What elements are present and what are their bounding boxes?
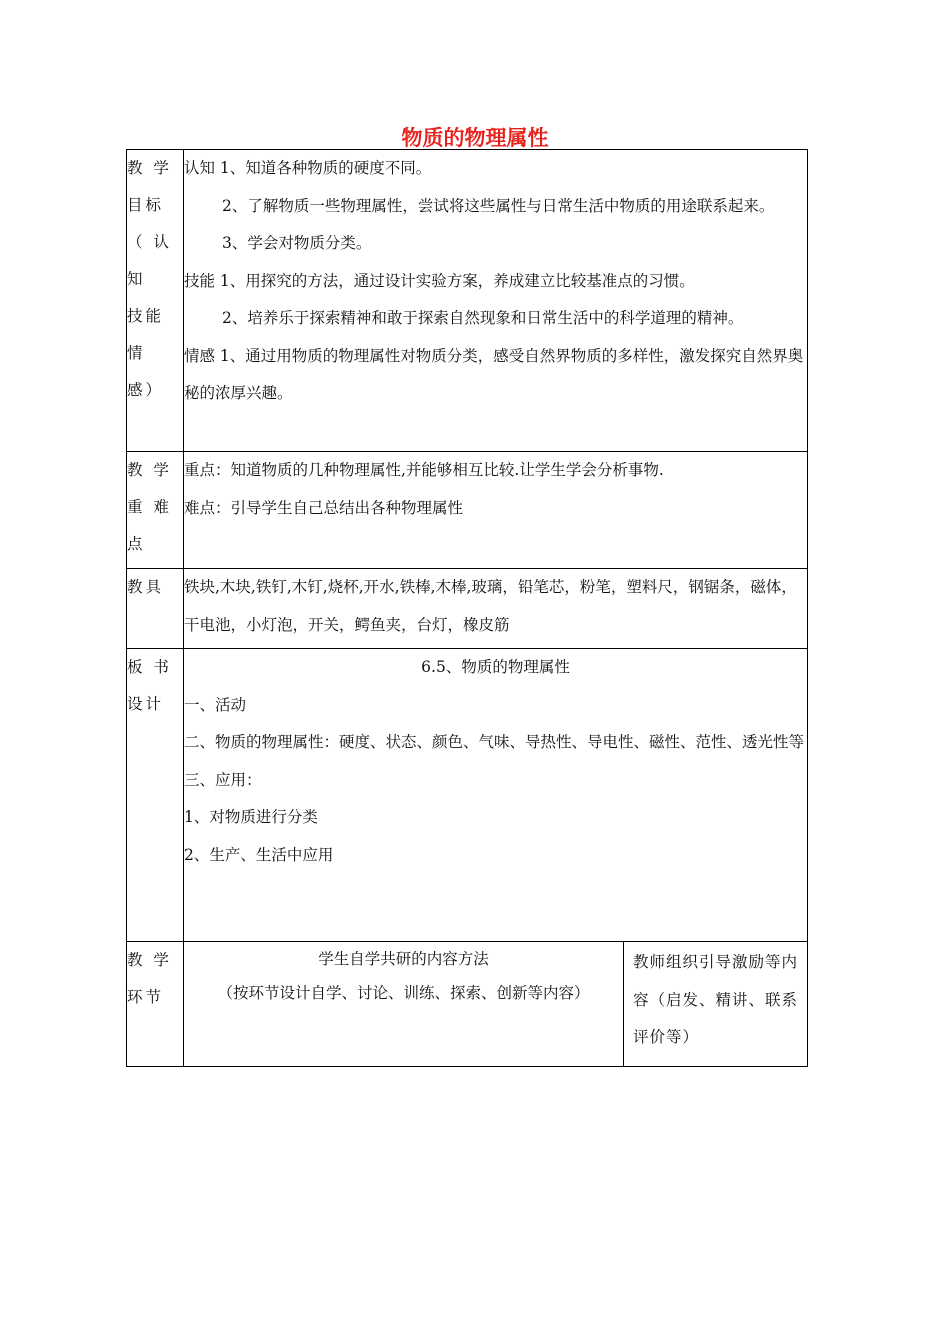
board-label: 板 书 设计 bbox=[127, 649, 184, 942]
board-line: 一、活动 bbox=[184, 695, 247, 714]
objective-line: 认知 1、知道各种物质的硬度不同。 bbox=[184, 159, 432, 177]
board-line: 三、应用： bbox=[184, 770, 262, 789]
keypoint-line: 重点：知道物质的几种物理属性,并能够相互比较.让学生学会分析事物. bbox=[184, 461, 664, 479]
objective-line: 技能 1、用探究的方法，通过设计实验方案，养成建立比较基准点的习惯。 bbox=[184, 271, 695, 290]
board-line: 2、生产、生活中应用 bbox=[184, 845, 334, 864]
tools-label: 教具 bbox=[127, 569, 184, 649]
board-heading: 6.5、物质的物理属性 bbox=[421, 658, 570, 676]
objective-line: 2、培养乐于探索精神和敢于探索自然现象和日常生活中的科学道理的精神。 bbox=[222, 309, 744, 327]
student-methods-subheader: （按环节设计自学、讨论、训练、探索、创新等内容） bbox=[217, 984, 590, 1002]
tools-row bbox=[127, 569, 808, 649]
objectives-row bbox=[127, 150, 808, 452]
teacher-guidance-text: 教师组织引导激励等内容（启发、精讲、联系评价等） bbox=[633, 953, 799, 1046]
keypoint-line: 难点：引导学生自己总结出各种物理属性 bbox=[184, 498, 464, 517]
objectives-label: 教 学 目标 （ 认 知 技能 情 感） bbox=[127, 150, 184, 452]
tools-text: 铁块,木块,铁钉,木钉,烧杯,开水,铁棒,木棒,玻璃，铅笔芯，粉笔，塑料尺，钢锯条，磁体，干电池，小灯泡，开关，鳄鱼夹，台灯，橡皮筋 bbox=[184, 578, 797, 634]
keypoints-row bbox=[127, 452, 808, 569]
board-content bbox=[184, 649, 808, 942]
document-title: 物质的物理属性 bbox=[401, 126, 549, 150]
tools-content bbox=[184, 569, 808, 649]
keypoints-content bbox=[184, 452, 808, 569]
objective-line: 2、了解物质一些物理属性，尝试将这些属性与日常生活中物质的用途联系起来。 bbox=[222, 196, 775, 215]
board-line: 1、对物质进行分类 bbox=[184, 808, 318, 826]
objective-line: 情感 1、通过用物质的物理属性对物质分类，感受自然界物质的多样性，激发探究自然界奥秘的浓厚兴趣。 bbox=[184, 346, 804, 402]
board-row bbox=[127, 649, 808, 942]
objectives-content bbox=[184, 150, 808, 452]
keypoints-label: 教 学 重 难 点 bbox=[127, 452, 184, 569]
steps-label: 教 学 环节 bbox=[127, 942, 184, 1067]
board-line: 二、物质的物理属性：硬度、状态、颜色、气味、导热性、导电性、磁性、范性、透光性等 bbox=[184, 733, 805, 751]
student-methods-header: 学生自学共研的内容方法 bbox=[318, 950, 489, 968]
objective-line: 3、学会对物质分类。 bbox=[222, 234, 372, 252]
steps-row bbox=[127, 942, 808, 1067]
lesson-plan-table bbox=[126, 149, 808, 1067]
teacher-guidance-cell bbox=[624, 942, 808, 1067]
student-methods-cell bbox=[184, 942, 624, 1067]
